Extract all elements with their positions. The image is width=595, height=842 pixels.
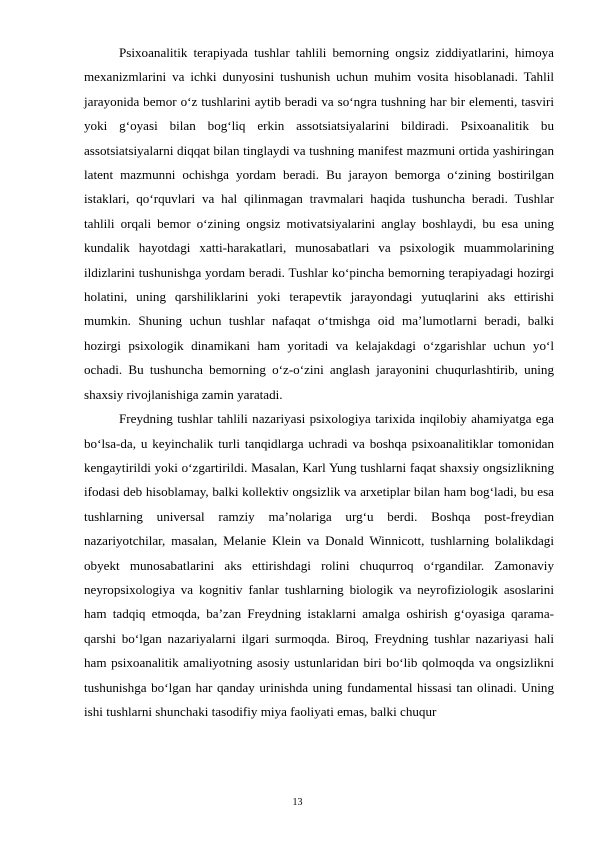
paragraph-2: Freydning tushlar tahlili nazariyasi psixologiya tarixida inqilobiy ahamiyatga ega bo‘lsa-da, u keyinchalik turli tanqidlarga uchradi va boshqa psixoanalitiklar tomonidan kengaytirildi yoki o‘zgartirildi. Masalan, Karl Yung tushlarni faqat shaxsiy ongsizlikning ifodasi deb hisoblamay, balki kollektiv ongsizlik va arxetiplar bilan ham bog‘ladi, bu esa tushlarning universal ramziy ma’nolariga urg‘u berdi. Boshqa post-freydian nazariyotchilar, masalan, Melanie Klein va Donald Winnicott, tushlarning bolalikdagi obyekt munosabatlarini aks ettirishdagi rolini chuqurroq o‘rgandilar. Zamonaviy neyropsixologiya va kognitiv fanlar tushlarning biologik va neyrofiziologik asoslarini ham tadqiq etmoqda, ba’zan Freydning istaklarni amalga oshirish g‘oyasiga qarama-qarshi bo‘lgan nazariyalarni ilgari surmoqda. Biroq, Freydning tushlar nazariyasi hali ham psixoanalitik amaliyotning asosiy ustunlaridan biri bo‘lib qolmoqda va ongsizlikni tushunishga bo‘lgan har qanday urinishda uning fundamental hissasi tan olinadi. Uning ishi tushlarni shunchaki tasodifiy miya faoliyati emas, balki chuqur [84, 411, 554, 719]
page-number: 13 [292, 797, 303, 808]
body-text [84, 41, 554, 724]
paragraph-1: Psixoanalitik terapiyada tushlar tahlili bemorning ongsiz ziddiyatlarini, himoya mexanizmlarini va ichki dunyosini tushunish uchun muhim vosita hisoblanadi. Tahlil jarayonida bemor o‘z tushlarini aytib beradi va so‘ngra tushning har bir elementi, tasviri yoki g‘oyasi bilan bog‘liq erkin assotsiatsiyalarini bildiradi. Psixoanalitik bu assotsiatsiyalarni diqqat bilan tinglaydi va tushning manifest mazmuni ortida yashiringan latent mazmunni ochishga yordam beradi. Bu jarayon bemorga o‘zining bostirilgan istaklari, qo‘rquvlari va hal qilinmagan travmalari haqida tushuncha beradi. Tushlar tahlili orqali bemor o‘zining ongsiz motivatsiyalarini anglay boshlaydi, bu esa uning kundalik hayotdagi xatti-harakatlari, munosabatlari va psixologik muammolarining ildizlarini tushunishga yordam beradi. Tushlar ko‘pincha bemorning terapiyadagi hozirgi holatini, uning qarshiliklarini yoki terapevtik jarayondagi yutuqlarini aks ettirishi mumkin. Shuning uchun tushlar nafaqat o‘tmishga oid ma’lumotlarni beradi, balki hozirgi psixologik dinamikani ham yoritadi va kelajakdagi o‘zgarishlar uchun yo‘l ochadi. Bu tushuncha bemorning o‘z-o‘zini anglash jarayonini chuqurlashtirib, uning shaxsiy rivojlanishiga zamin yaratadi. [84, 45, 554, 402]
